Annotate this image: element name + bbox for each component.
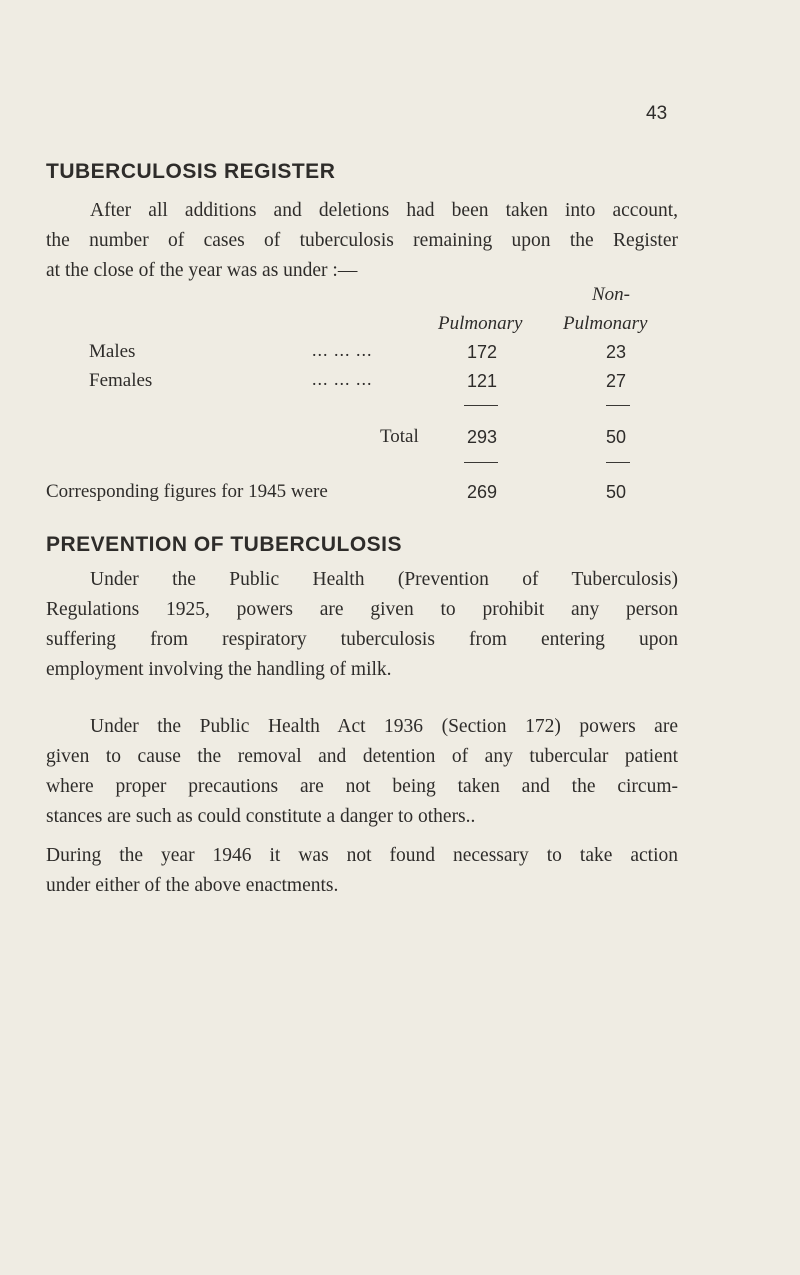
paragraph-line: stances are such as could constitute a danger to others.. <box>46 806 476 827</box>
row-leader-dots: ... ... ... <box>312 340 373 360</box>
section-heading-prevention: PREVENTION OF TUBERCULOSIS <box>46 533 403 556</box>
sum-rule <box>606 462 630 463</box>
sum-rule <box>464 405 498 406</box>
paragraph-line: under either of the above enactments. <box>46 875 339 896</box>
paragraph-line: at the close of the year was as under :— <box>46 260 358 281</box>
register-intro-paragraph <box>46 196 678 286</box>
col-header-non-line1: Non- <box>592 284 630 305</box>
corresponding-pulmonary-value: 269 <box>466 482 498 502</box>
col-header-non-pulmonary: Pulmonary <box>563 313 648 334</box>
paragraph-line: suffering from respiratory tuberculosis from entering upon <box>46 629 678 650</box>
paragraph-line: Under the Public Health (Prevention of Tuberculosis) <box>90 569 678 590</box>
paragraph-line: After all additions and deletions had been taken into account, <box>90 200 678 221</box>
prevention-paragraph-1 <box>46 565 678 685</box>
paragraph-line: given to cause the removal and detention of any tubercular patient <box>46 746 678 767</box>
total-non-pulmonary-value: 50 <box>605 427 627 447</box>
paragraph-line: employment involving the handling of milk. <box>46 659 392 680</box>
paragraph-line: where proper precautions are not being taken and the circum- <box>46 776 678 797</box>
males-non-pulmonary-value: 23 <box>605 342 627 362</box>
paragraph-line: the number of cases of tuberculosis remaining upon the Register <box>46 230 678 251</box>
row-label-total: Total <box>380 426 419 447</box>
col-header-pulmonary: Pulmonary <box>438 313 523 334</box>
section-heading-tuberculosis-register: TUBERCULOSIS REGISTER <box>46 160 336 183</box>
paragraph-line: During the year 1946 it was not found necessary to take action <box>46 845 678 866</box>
sum-rule <box>464 462 498 463</box>
page-number: 43 <box>646 103 668 124</box>
males-pulmonary-value: 172 <box>466 342 498 362</box>
row-label-males: Males <box>89 341 136 362</box>
corresponding-non-pulmonary-value: 50 <box>605 482 627 502</box>
row-leader-dots: ... ... ... <box>312 369 373 389</box>
total-pulmonary-value: 293 <box>466 427 498 447</box>
paragraph-line: Under the Public Health Act 1936 (Section 172) powers are <box>90 716 678 737</box>
paragraph-line: Regulations 1925, powers are given to prohibit any person <box>46 599 678 620</box>
row-label-females: Females <box>89 370 153 391</box>
females-pulmonary-value: 121 <box>466 371 498 391</box>
prevention-paragraph-2 <box>46 712 678 832</box>
row-label-corresponding: Corresponding figures for 1945 were <box>46 481 328 502</box>
sum-rule <box>606 405 630 406</box>
females-non-pulmonary-value: 27 <box>605 371 627 391</box>
prevention-paragraph-3 <box>46 841 678 901</box>
